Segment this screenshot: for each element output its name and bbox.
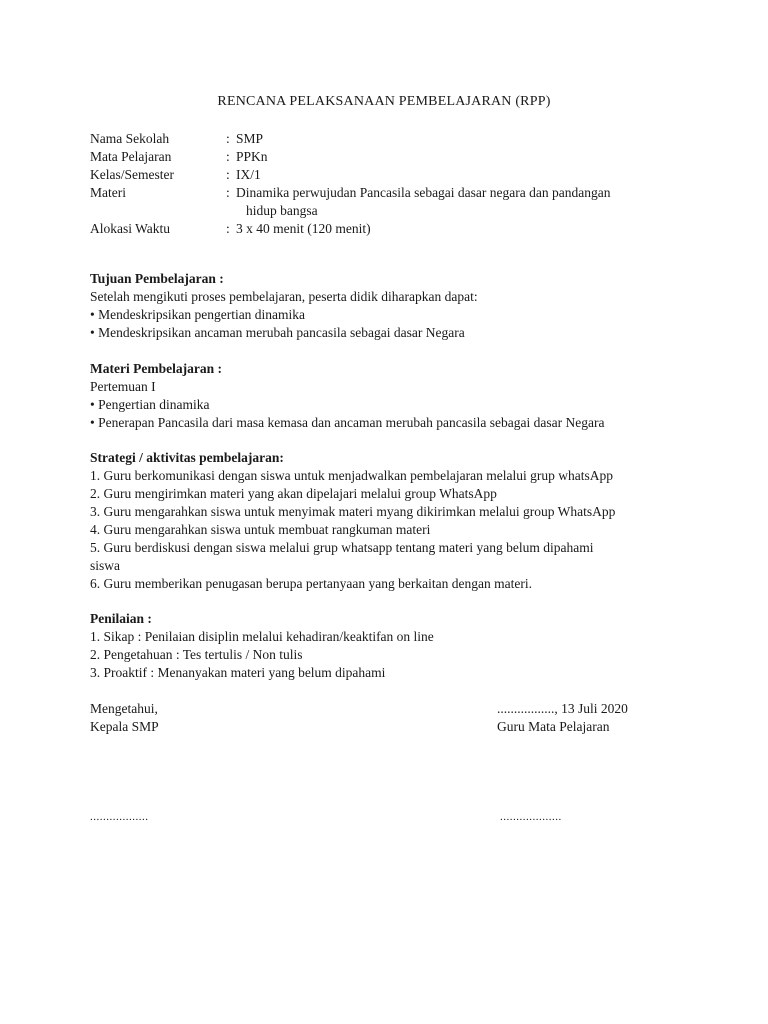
list-item: • Mendeskripsikan pengertian dinamika [90,307,306,322]
identity-value [236,184,690,220]
identity-row-time [90,220,690,238]
identity-value-line1: Dinamika perwujudan Pancasila sebagai dasar negara dan pandangan [236,185,611,200]
identity-label: Kelas/Semester [90,167,174,182]
section-assessment [90,610,720,682]
identity-label: Nama Sekolah [90,131,170,146]
list-item-continuation: siswa [90,558,120,573]
list-item: • Penerapan Pancasila dari masa kemasa dan ancaman merubah pancasila sebagai dasar Negara [90,415,605,430]
signature-left-line1: Mengetahui, [90,701,158,716]
identity-colon: : [226,149,230,164]
signature-right [497,700,628,736]
signature-right-line1: ................., 13 Juli 2020 [497,701,628,716]
identity-value: IX/1 [236,167,261,182]
identity-colon: : [226,221,230,236]
identity-value: SMP [236,131,264,146]
identity-colon: : [226,185,230,200]
identity-row-subject [90,148,690,166]
list-item: 5. Guru berdiskusi dengan siswa melalui grup whatsapp tentang materi yang belum dipahami [90,540,594,555]
list-item: 4. Guru mengarahkan siswa untuk membuat rangkuman materi [90,522,431,537]
identity-row-material [90,184,690,220]
identity-colon: : [226,167,230,182]
section-strategy [90,449,720,593]
list-item: • Pengertian dinamika [90,397,210,412]
section-heading: Materi Pembelajaran : [90,361,222,376]
identity-value-line2: hidup bangsa [246,203,318,218]
section-heading: Penilaian : [90,611,152,626]
identity-value: PPKn [236,149,268,164]
section-learning-objectives [90,270,720,342]
list-item: 1. Sikap : Penilaian disiplin melalui kehadiran/keaktifan on line [90,629,434,644]
section-heading: Strategi / aktivitas pembelajaran: [90,450,284,465]
list-item: 3. Proaktif : Menanyakan materi yang belum dipahami [90,665,386,680]
section-intro: Pertemuan I [90,379,156,394]
identity-row-class [90,166,690,184]
list-item: 2. Pengetahuan : Tes tertulis / Non tulis [90,647,303,662]
identity-row-school [90,130,690,148]
list-item: 2. Guru mengirimkan materi yang akan dipelajari melalui group WhatsApp [90,486,497,501]
list-item: 6. Guru memberikan penugasan berupa pertanyaan yang berkaitan dengan materi. [90,576,532,591]
signature-left [90,700,159,736]
list-item: • Mendeskripsikan ancaman merubah pancasila sebagai dasar Negara [90,325,465,340]
identity-table [90,130,690,238]
identity-label: Materi [90,185,126,200]
identity-value: 3 x 40 menit (120 menit) [236,221,371,236]
signature-right-dots: ................... [500,811,562,823]
list-item: 3. Guru mengarahkan siswa untuk menyimak materi myang dikirimkan melalui group WhatsApp [90,504,616,519]
signature-left-dots: .................. [90,811,149,823]
document-title: RENCANA PELAKSANAAN PEMBELAJARAN (RPP) [217,94,551,109]
identity-colon: : [226,131,230,146]
section-learning-material [90,360,720,432]
identity-label: Mata Pelajaran [90,149,172,164]
signature-right-line2: Guru Mata Pelajaran [497,719,610,734]
section-heading: Tujuan Pembelajaran : [90,271,224,286]
section-intro: Setelah mengikuti proses pembelajaran, peserta didik diharapkan dapat: [90,289,478,304]
identity-label: Alokasi Waktu [90,221,171,236]
signature-left-line2: Kepala SMP [90,719,159,734]
list-item: 1. Guru berkomunikasi dengan siswa untuk menjadwalkan pembelajaran melalui grup whatsApp [90,468,613,483]
